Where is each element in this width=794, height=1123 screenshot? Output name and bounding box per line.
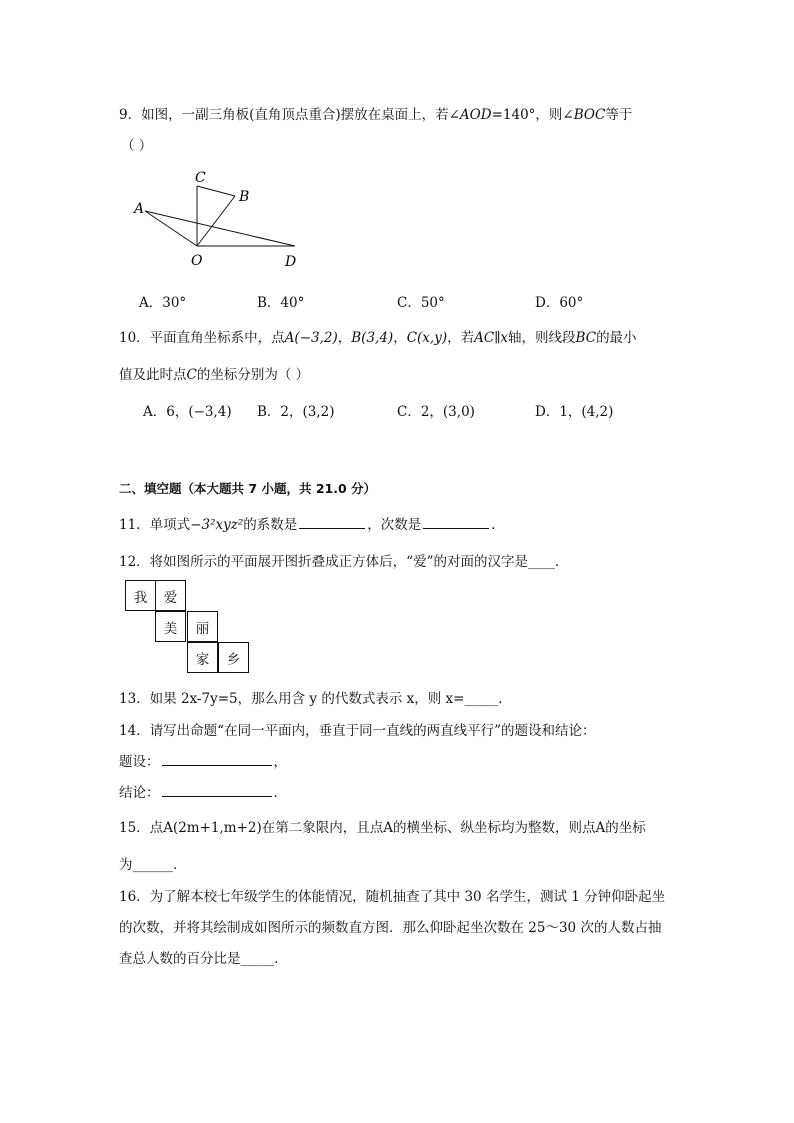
q16-stem-line2: 的次数，并将其绘制成如图所示的频数直方图．那么仰卧起坐次数在 25～30 次的人数占抽 xyxy=(119,920,662,936)
q9-stem-line1 xyxy=(119,103,632,123)
q14-conclusion-line xyxy=(119,781,287,801)
q14-premise-end: ， xyxy=(273,754,287,770)
q10-text-1: 10．平面直角坐标系中，点 xyxy=(119,330,285,346)
q10-text-2: ，若 xyxy=(447,330,475,346)
q10-sep-1: ， xyxy=(337,330,352,346)
q15-point-ref-2: A xyxy=(595,820,606,836)
q11-stem xyxy=(119,513,505,533)
q14-conclusion-label: 结论： xyxy=(119,785,160,801)
net-cell-mei: 美 xyxy=(155,611,186,642)
q15-point-ref-1: A xyxy=(383,820,394,836)
q9-angle-value: =140° xyxy=(491,107,536,123)
q13-stem: 13．如果 2x-7y=5，那么用含 y 的代数式表示 x，则 x=_____． xyxy=(119,691,512,707)
section-title-b: 小题，共 xyxy=(261,481,312,496)
segment-cb xyxy=(197,186,235,196)
q9-option-c: C．50° xyxy=(397,295,445,311)
q14-stem: 14．请写出命题“在同一平面内，垂直于同一直线的两直线平行”的题设和结论： xyxy=(119,723,596,739)
q10-segment-bc: BC xyxy=(575,330,597,346)
q10-stem-line1 xyxy=(119,326,637,346)
q10-point-c: C(x,y) xyxy=(406,330,448,346)
q10-option-c: C．2，(3,0) xyxy=(397,404,475,420)
q9-option-b: B．40° xyxy=(257,295,305,311)
q11-blank-degree[interactable] xyxy=(423,515,489,529)
q15-text-a: 15．点 xyxy=(119,820,164,836)
q10-text-3: 轴，则线段 xyxy=(508,330,576,346)
q14-premise-line xyxy=(119,750,287,770)
label-o: O xyxy=(191,253,203,269)
q9-text-a: 9．如图，一副三角板(直角顶点重合)摆放在桌面上，若 xyxy=(119,107,449,123)
q11-monomial: −3²xyz² xyxy=(190,517,244,533)
section-heading xyxy=(119,479,376,497)
q10-point-b: B(3,4) xyxy=(351,330,394,346)
q10-point-a: A(−3,2) xyxy=(284,330,338,346)
net-cell-xiang: 乡 xyxy=(218,642,249,673)
q9-option-a: A．30° xyxy=(139,295,187,311)
q16-stem-line1: 16．为了解本校七年级学生的体能情况，随机抽查了其中 30 名学生，测试 1 分钟仰卧起坐 xyxy=(119,889,666,905)
segment-ob xyxy=(197,196,235,246)
q9-angle-aod: ∠AOD xyxy=(448,107,492,123)
q14-conclusion-end: ． xyxy=(273,785,287,801)
q11-text-a: 11．单项式 xyxy=(119,517,191,533)
q16-stem-line3: 查总人数的百分比是_____． xyxy=(119,951,288,967)
segment-oa xyxy=(145,211,197,246)
section-score: 21.0 xyxy=(315,481,347,496)
q9-text-b: ，则 xyxy=(535,107,563,123)
section-title-c: 分） xyxy=(351,481,377,496)
q11-text-b: 的系数是 xyxy=(243,517,298,533)
q9-answer-paren: （ ） xyxy=(121,138,153,154)
net-cell-li: 丽 xyxy=(187,611,218,642)
q15-text-d: 的横坐标、纵坐标均为整数，则点 xyxy=(393,820,596,836)
q10-text-5: 值及此时点 xyxy=(119,367,187,383)
q14-premise-label: 题设： xyxy=(119,754,160,770)
q10-point-c-ref: C xyxy=(186,367,197,383)
q10-text-6: 的坐标分别为（ ） xyxy=(196,367,310,383)
net-cell-jia: 家 xyxy=(187,642,218,673)
q10-option-b: B．2，(3,2) xyxy=(257,404,335,420)
q11-text-d: ． xyxy=(491,517,505,533)
section-title-a: 二、填空题（本大题共 xyxy=(119,481,245,496)
q9-angle-boc: ∠BOC xyxy=(562,107,606,123)
q11-text-c: ，次数是 xyxy=(367,517,422,533)
q10-text-4: 的最小 xyxy=(596,330,637,346)
q9-option-d: D．60° xyxy=(535,295,584,311)
q14-conclusion-blank[interactable] xyxy=(162,783,272,797)
label-c: C xyxy=(195,170,206,186)
label-b: B xyxy=(239,189,250,205)
section-count: 7 xyxy=(248,481,258,496)
q15-point: A(2m+1,m+2) xyxy=(163,820,262,836)
q10-sep-2: ， xyxy=(393,330,407,346)
label-d: D xyxy=(285,254,297,270)
q10-parallel: AC∥x xyxy=(474,330,509,346)
q15-text-b: 在第二象限内，且点 xyxy=(261,820,384,836)
q10-option-d: D．1，(4,2) xyxy=(535,404,614,420)
q15-stem-line2: 为______． xyxy=(119,857,187,873)
q10-stem-line2 xyxy=(119,363,309,383)
net-cell-ai: 爱 xyxy=(155,580,186,611)
q15-text-f: 的坐标 xyxy=(605,820,646,836)
q12-stem: 12．将如图所示的平面展开图折叠成正方体后，“爱”的对面的汉字是____． xyxy=(119,554,569,570)
q9-text-c: 等于 xyxy=(605,107,633,123)
q15-stem-line1 xyxy=(119,816,646,836)
net-cell-wo: 我 xyxy=(125,580,156,611)
q14-premise-blank[interactable] xyxy=(162,752,272,766)
q9-triangle-figure xyxy=(125,168,315,272)
q11-blank-coefficient[interactable] xyxy=(299,515,365,529)
label-a: A xyxy=(134,201,145,217)
q10-option-a: A．6，(−3,4) xyxy=(143,404,232,420)
